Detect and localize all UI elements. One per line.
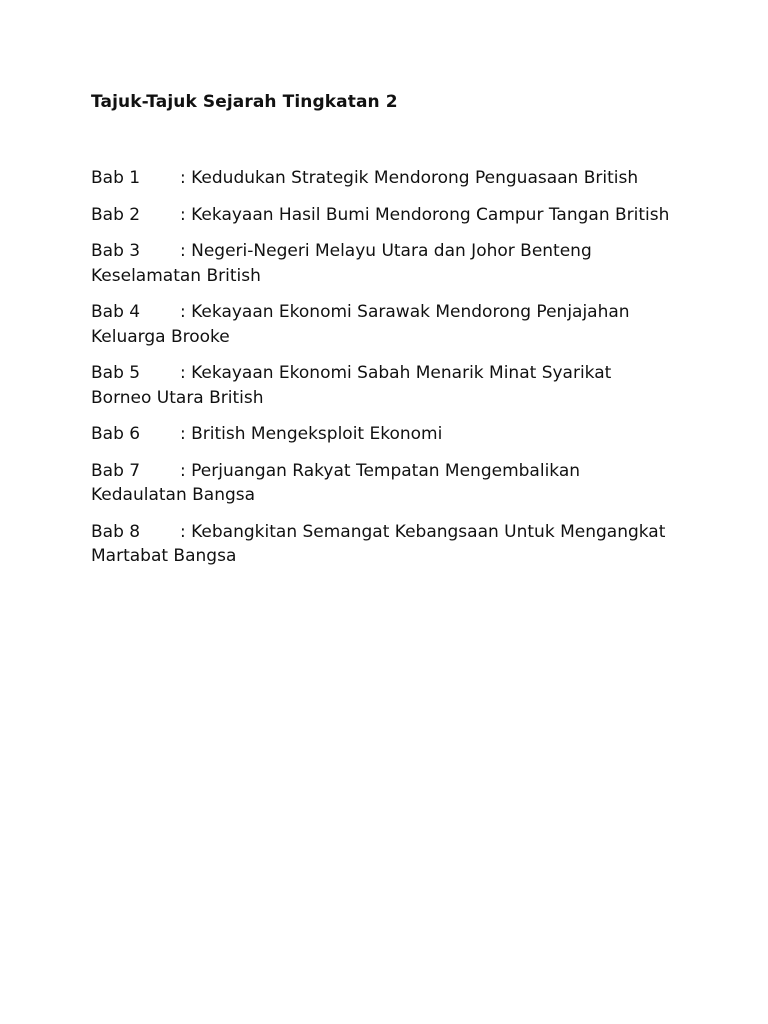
chapter-item xyxy=(91,520,671,569)
chapter-item xyxy=(91,361,671,410)
chapter-title: : British Mengeksploit Ekonomi xyxy=(180,424,443,444)
chapter-title: : Kedudukan Strategik Mendorong Penguasaan British xyxy=(180,168,639,188)
chapter-item xyxy=(91,459,671,508)
chapter-item xyxy=(91,166,671,191)
chapter-label: Bab 1 xyxy=(91,168,141,188)
chapter-item xyxy=(91,422,671,447)
chapter-list xyxy=(91,166,671,581)
chapter-item xyxy=(91,203,671,228)
chapter-label: Bab 4 xyxy=(91,302,141,322)
chapter-title: : Kebangkitan Semangat Kebangsaan Untuk Mengangkat Martabat Bangsa xyxy=(91,521,666,566)
chapter-title: : Kekayaan Ekonomi Sarawak Mendorong Penjajahan Keluarga Brooke xyxy=(91,302,630,347)
chapter-label: Bab 3 xyxy=(91,241,141,261)
chapter-label: Bab 2 xyxy=(91,204,141,225)
chapter-label: Bab 5 xyxy=(91,363,141,383)
chapter-title: : Kekayaan Ekonomi Sabah Menarik Minat Syarikat Borneo Utara British xyxy=(91,363,612,408)
chapter-label: Bab 7 xyxy=(91,460,141,481)
chapter-title: : Negeri-Negeri Melayu Utara dan Johor Benteng Keselamatan British xyxy=(91,241,592,286)
chapter-item xyxy=(91,239,671,288)
chapter-label: Bab 8 xyxy=(91,521,141,542)
chapter-title: : Perjuangan Rakyat Tempatan Mengembalikan Kedaulatan Bangsa xyxy=(91,460,581,505)
chapter-label: Bab 6 xyxy=(91,424,141,444)
chapter-item xyxy=(91,300,671,349)
document-title: Tajuk-Tajuk Sejarah Tingkatan 2 xyxy=(91,92,398,112)
chapter-title: : Kekayaan Hasil Bumi Mendorong Campur Tangan British xyxy=(180,204,670,225)
